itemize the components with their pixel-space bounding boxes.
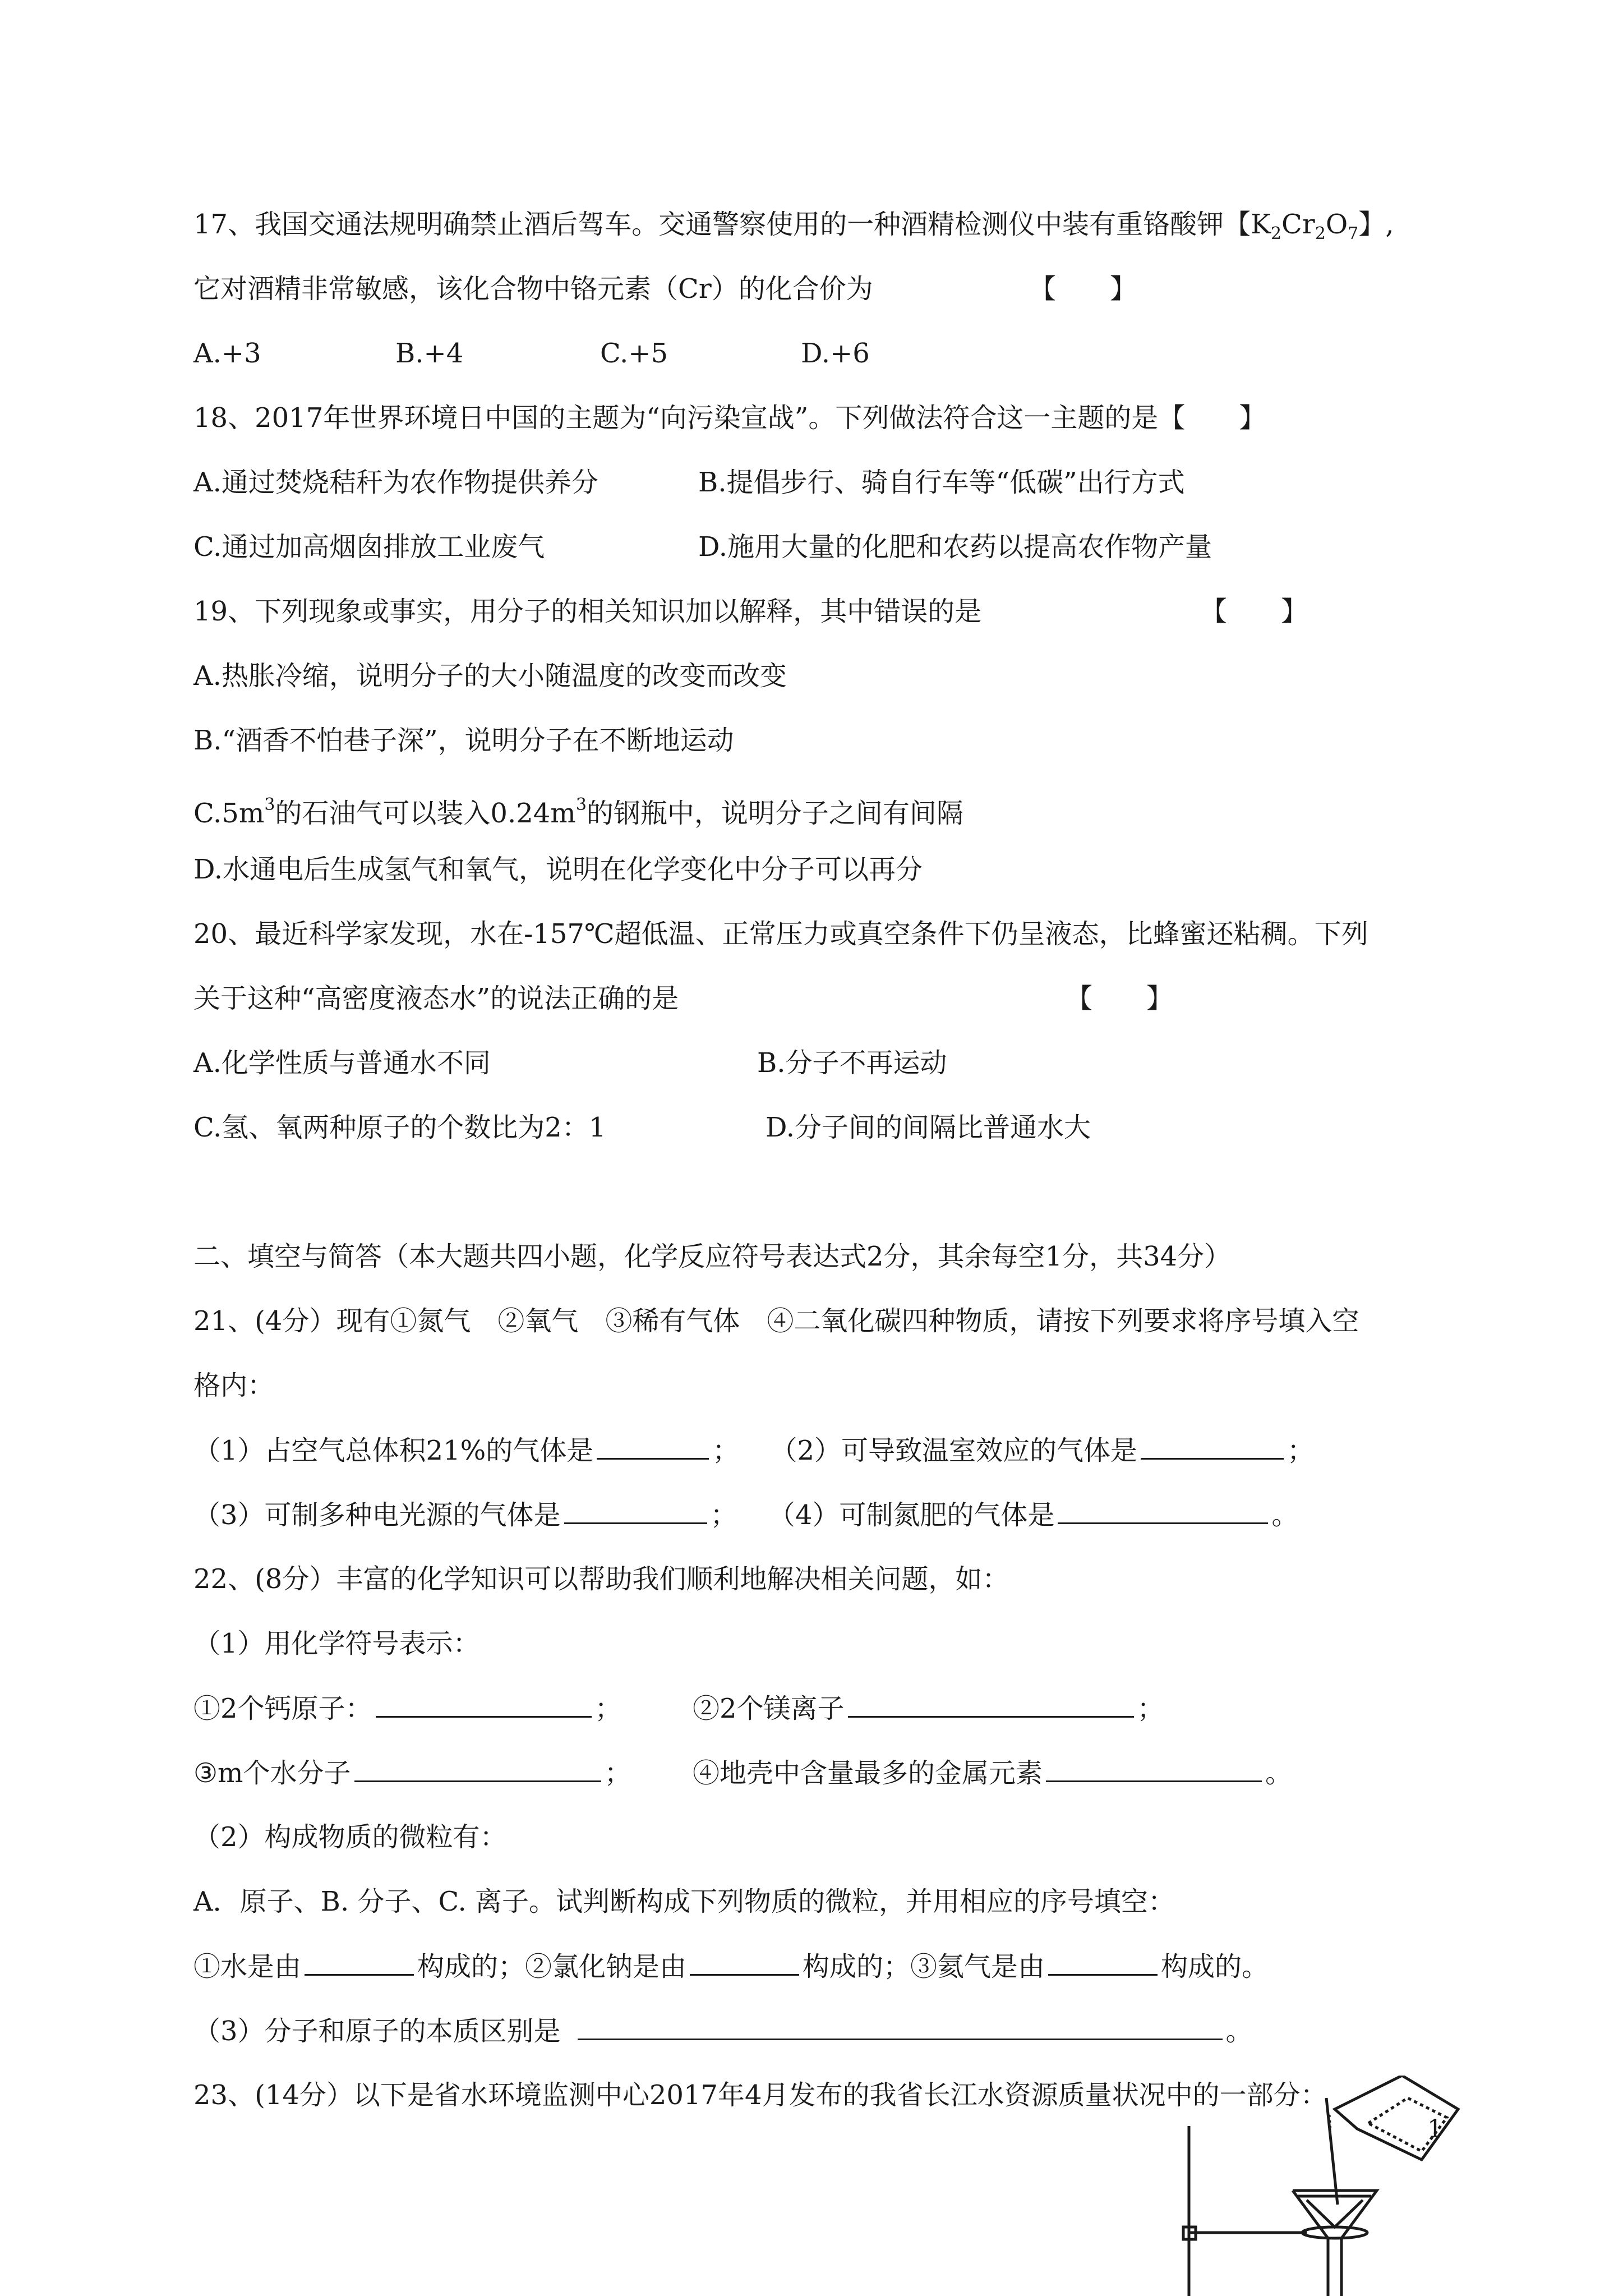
answer-blank[interactable]: [1141, 1432, 1284, 1460]
q21-row1: （1）占空气总体积21%的气体是 ； （2）可导致温室效应的气体是 ；: [193, 1432, 1455, 1469]
q22-a1: ①2个钙原子： ；: [193, 1690, 622, 1727]
q17-option-b: B.+4: [395, 338, 464, 369]
q22-a3: ③m个水分子 ；: [193, 1755, 631, 1791]
q22-particles: A．原子、B. 分子、C. 离子。试判断构成下列物质的微粒，并用相应的序号填空：: [193, 1886, 1175, 1917]
q21-line2: 格内：: [193, 1370, 275, 1401]
q18-option-d: D.施用大量的化肥和农药以提高农作物产量: [698, 531, 1212, 563]
glass-rod: [1326, 2098, 1338, 2205]
q18-option-b: B.提倡步行、骑自行车等“低碳”出行方式: [698, 467, 1185, 498]
q20-option-a: A.化学性质与普通水不同: [193, 1047, 491, 1079]
q19-option-a: A.热胀冷缩，说明分子的大小随温度的改变而改变: [193, 660, 787, 692]
q20-option-d: D.分子间的间隔比普通水大: [766, 1112, 1091, 1143]
answer-blank[interactable]: [376, 1690, 592, 1718]
q18-option-c: C.通过加高烟囱排放工业废气: [193, 531, 545, 563]
funnel: [1293, 2191, 1377, 2296]
answer-blank[interactable]: [848, 1690, 1134, 1718]
q22-sub2: （2）构成物质的微粒有：: [193, 1821, 507, 1853]
q20-option-b: B.分子不再运动: [757, 1047, 947, 1079]
q17-bracket: 【 】: [1029, 273, 1137, 305]
section-two-heading: 二、填空与简答（本大题共四小题，化学反应符号表达式2分，其余每空1分，共34分）: [193, 1241, 1232, 1272]
answer-blank[interactable]: [578, 2013, 1223, 2040]
q19-bracket: 【 】: [1200, 596, 1308, 627]
answer-blank[interactable]: [1058, 1497, 1268, 1524]
q21-line1: 21、(4分）现有①氮气 ②氧气 ③稀有气体 ④二氧化碳四种物质，请按下列要求将序号填入空: [193, 1305, 1359, 1337]
q17-line2: 它对酒精非常敏感，该化合物中铬元素（Cr）的化合价为: [193, 273, 873, 305]
q19-line1: 19、下列现象或事实，用分子的相关知识加以解释，其中错误的是: [193, 596, 982, 627]
answer-blank[interactable]: [1048, 1948, 1158, 1976]
q17-option-d: D.+6: [801, 338, 870, 369]
q22-a4: ④地壳中含量最多的金属元素 。: [693, 1755, 1292, 1791]
q20-option-c: C.氢、氧两种原子的个数比为2：1: [193, 1112, 606, 1143]
q18-line1: 18、2017年世界环境日中国的主题为“向污染宣战”。下列做法符合这一主题的是【 】: [193, 402, 1266, 434]
q22-sub1: （1）用化学符号表示：: [193, 1628, 480, 1659]
answer-blank[interactable]: [597, 1432, 709, 1460]
answer-blank[interactable]: [354, 1755, 601, 1782]
q22-b-row: ①水是由 构成的；②氯化钠是由 构成的；③氦气是由 构成的。: [193, 1948, 1455, 1985]
q22-line1: 22、(8分）丰富的化学知识可以帮助我们顺利地解决相关问题，如：: [193, 1563, 1009, 1595]
q22-a2: ②2个镁离子 ；: [693, 1690, 1164, 1727]
q17-option-c: C.+5: [600, 338, 668, 369]
answer-blank[interactable]: [305, 1948, 414, 1976]
q23-line1: 23、(14分）以下是省水环境监测中心2017年4月发布的我省长江水资源质量状况中的一部分：: [193, 2079, 1327, 2111]
q17-line1: 17、我国交通法规明确禁止酒后驾车。交通警察使用的一种酒精检测仪中装有重铬酸钾【$K_2Cr_2O_7$】,: [193, 209, 1394, 243]
answer-blank[interactable]: [1046, 1755, 1262, 1782]
q19-option-b: B.“酒香不怕巷子深”，说明分子在不断地运动: [193, 725, 734, 756]
filtration-apparatus-diagram: [1166, 2076, 1481, 2296]
q20-line2: 关于这种“高密度液态水”的说法正确的是: [193, 983, 679, 1014]
q20-bracket: 【 】: [1066, 983, 1174, 1014]
q22-sub3: （3）分子和原子的本质区别是 。: [193, 2013, 1455, 2049]
q17-option-a: A.+3: [193, 338, 261, 369]
q20-line1: 20、最近科学家发现，水在-157℃超低温、正常压力或真空条件下仍呈液态，比蜂蜜还粘稠。下列: [193, 918, 1368, 950]
q19-option-d: D.水通电后生成氢气和氧气，说明在化学变化中分子可以再分: [193, 854, 923, 885]
answer-blank[interactable]: [690, 1948, 799, 1976]
page-number: 1: [1427, 2115, 1443, 2143]
pouring-beaker: [1335, 2076, 1458, 2160]
answer-blank[interactable]: [564, 1497, 707, 1524]
q18-option-a: A.通过焚烧秸秆为农作物提供养分: [193, 467, 598, 498]
q19-option-c: $C.5m^3$的石油气可以装入$0.24m^3$的钢瓶中，说明分子之间有间隔: [193, 795, 963, 829]
q21-row2: （3）可制多种电光源的气体是 ； （4）可制氮肥的气体是 。: [193, 1497, 1455, 1533]
